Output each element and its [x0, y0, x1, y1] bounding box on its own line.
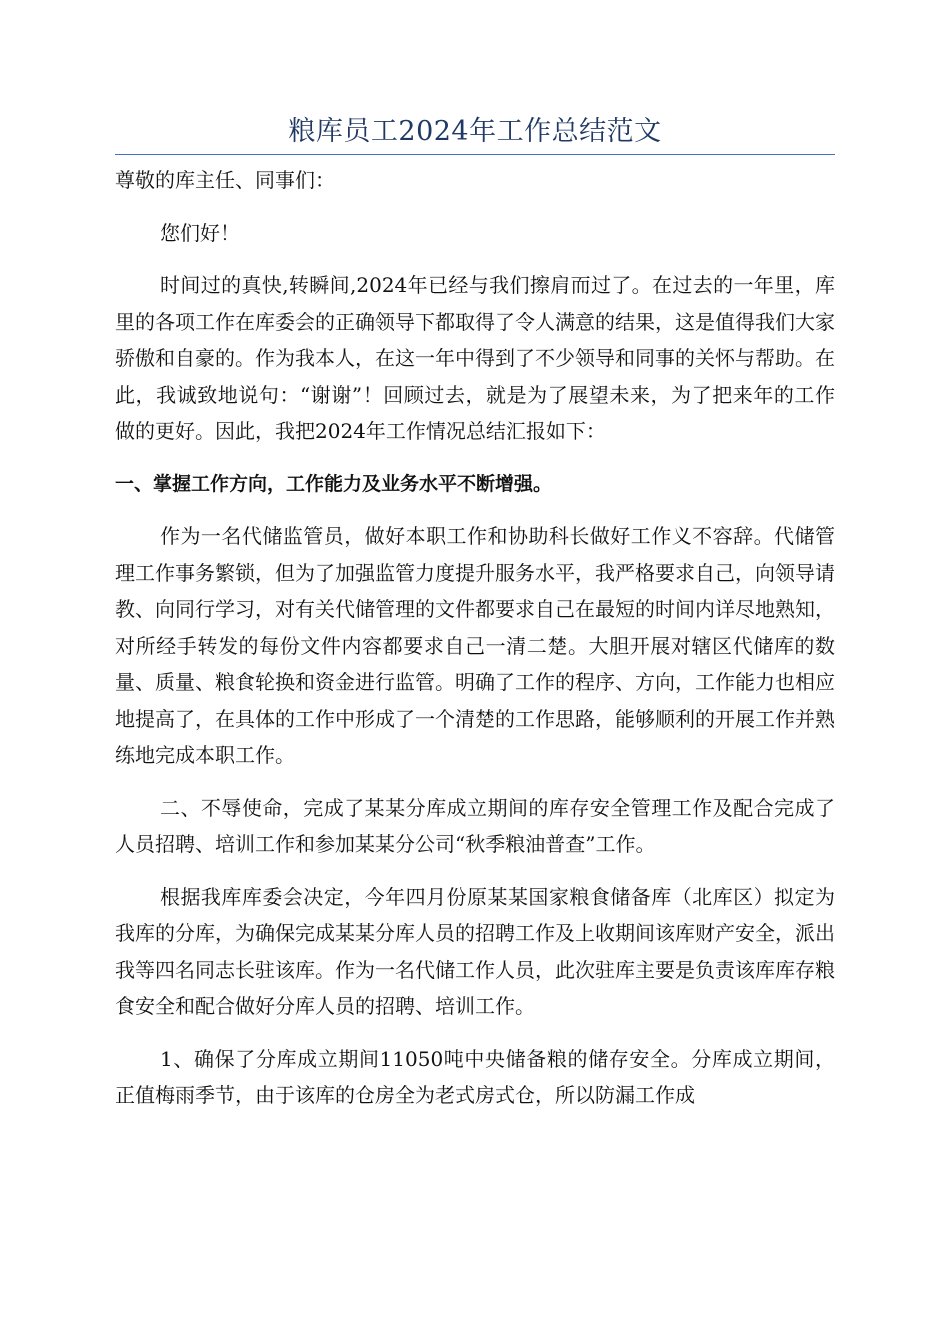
document-title: 粮库员工2024年工作总结范文 [288, 116, 662, 147]
section-heading-2: 二、不辱使命，完成了某某分库成立期间的库存安全管理工作及配合完成了人员招聘、培训工作和参加某某分公司“秋季粮油普查”工作。 [115, 795, 835, 856]
title-underline [115, 154, 835, 155]
salutation: 尊敬的库主任、同事们： [115, 168, 335, 192]
paragraph-intro: 时间过的真快,转瞬间,2024年已经与我们擦肩而过了。在过去的一年里，库里的各项工作在库委会的正确领导下都取得了令人满意的结果，这是值得我们大家骄傲和自豪的。作为我本人，在这一年中得到了不少领导和同事的关怀与帮助。在此，我诚致地说句：“谢谢”！回顾过去，就是为了展望未来，为了把来年的工作做的更好。因此，我把2024年工作情况总结汇报如下： [115, 273, 835, 443]
paragraph-section-1: 作为一名代储监管员，做好本职工作和协助科长做好工作义不容辞。代储管理工作事务繁锁，但为了加强监管力度提升服务水平，我严格要求自己，向领导请教、向同行学习，对有关代储管理的文件都要求自己在最短的时间内详尽地熟知，对所经手转发的每份文件内容都要求自己一清二楚。大胆开展对辖区代储库的数量、质量、粮食轮换和资金进行监管。明确了工作的程序、方向，工作能力也相应地提高了，在具体的工作中形成了一个清楚的工作思路，能够顺利的开展工作并熟练地完成本职工作。 [115, 524, 835, 767]
greeting: 您们好！ [160, 220, 240, 245]
document-page [115, 112, 835, 1114]
section-heading-1: 一、掌握工作方向，工作能力及业务水平不断增强。 [115, 472, 553, 495]
paragraph-item-1: 1、确保了分库成立期间11050吨中央储备粮的储存安全。分库成立期间，正值梅雨季节，由于该库的仓房全为老式房式仓，所以防漏工作成 [115, 1046, 835, 1107]
paragraph-section-2: 根据我库库委会决定，今年四月份原某某国家粮食储备库（北库区）拟定为我库的分库，为确保完成某某分库人员的招聘工作及上收期间该库财产安全，派出我等四名同志长驻该库。作为一名代储工作人员，此次驻库主要是负责该库库存粮食安全和配合做好分库人员的招聘、培训工作。 [115, 884, 835, 1018]
